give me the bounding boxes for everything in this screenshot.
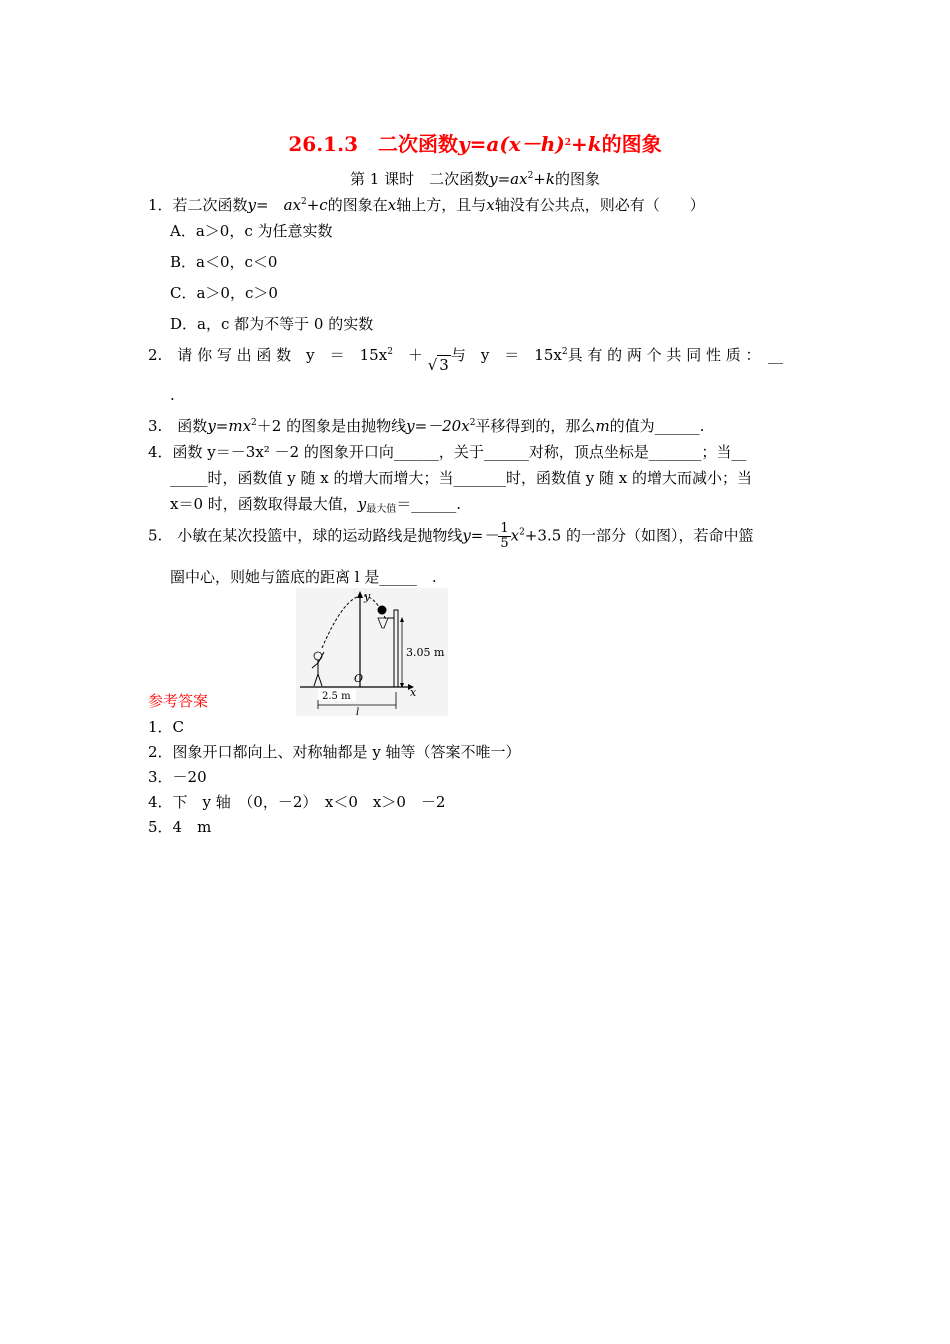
question-2: 2. 请 你 写 出 函 数 y ＝ $15x^2$ ＋ √ 3与 y ＝ $15x^2$具 有 的 两 个 共 同 性 质 ： __	[148, 346, 784, 374]
lesson-subtitle: 第 1 课时 二次函数$y=ax^2+k$的图象	[350, 170, 600, 188]
basketball-figure	[296, 588, 448, 716]
l-label: l	[356, 707, 360, 716]
q1-option-c: C．a＞0，c＞0	[170, 284, 278, 302]
answer-1: 1．C	[148, 718, 185, 736]
answers-title: 参考答案	[148, 692, 209, 710]
origin-label: O	[354, 672, 364, 685]
question-4-line-3: x＝0 时，函数取得最大值，$y_{最大值}=\_\_\_\_\_\_$.	[170, 495, 462, 515]
fraction-one-fifth: $\frac{1}{5}$	[500, 521, 509, 551]
answer-2: 2．图象开口都向上、对称轴都是 y 轴等（答案不唯一）	[148, 743, 521, 761]
question-5: 5. 小敏在某次投篮中，球的运动路线是抛物线y=－ $\frac{1}{5}$ $x^2+3.5$ 的一部分（如图），若命中篮	[148, 521, 754, 551]
answer-5: 5．4 m	[148, 818, 212, 836]
question-2-dot: .	[170, 386, 175, 404]
answer-4: 4．下 y 轴 （0，－2） x＜0 x＞0 －2	[148, 793, 446, 811]
basketball	[378, 606, 387, 615]
answer-3: 3．－20	[148, 768, 207, 786]
question-4-line-1: 4．函数 y＝－3x² －2 的图象开口向______，关于______对称，顶点坐标是_______；当__	[148, 443, 747, 461]
y-axis-label: y	[364, 590, 371, 603]
q1-option-d: D．a，c 都为不等于 0 的实数	[170, 315, 374, 333]
question-1: 1．若二次函数y= $ax^2+c$的图象在x轴上方，且与x轴没有公共点，则必有（ ）	[148, 196, 705, 214]
q1-option-a: A．a＞0，c 为任意实数	[170, 222, 333, 240]
q1-option-b: B．a＜0，c＜0	[170, 253, 278, 271]
page-title: 26.1.3 二次函数$y=a(x-h)^2+k$的图象	[288, 132, 662, 156]
distance-label: 2.5 m	[322, 691, 351, 702]
question-3: 3. 函数$y=mx^2+2$ 的图象是由抛物线$y=-20x^2$平移得到的，那么m的值为______.	[148, 417, 705, 435]
question-4-line-2: _____时，函数值 y 随 x 的增大而增大；当_______时，函数值 y 随 x 的增大而减小；当	[170, 469, 753, 487]
x-axis-label: x	[410, 686, 417, 699]
question-5-line-2: 圈中心，则她与篮底的距离 l 是_____ .	[170, 568, 437, 586]
height-label: 3.05 m	[406, 646, 445, 659]
sqrt-symbol: √ 3	[427, 356, 449, 374]
